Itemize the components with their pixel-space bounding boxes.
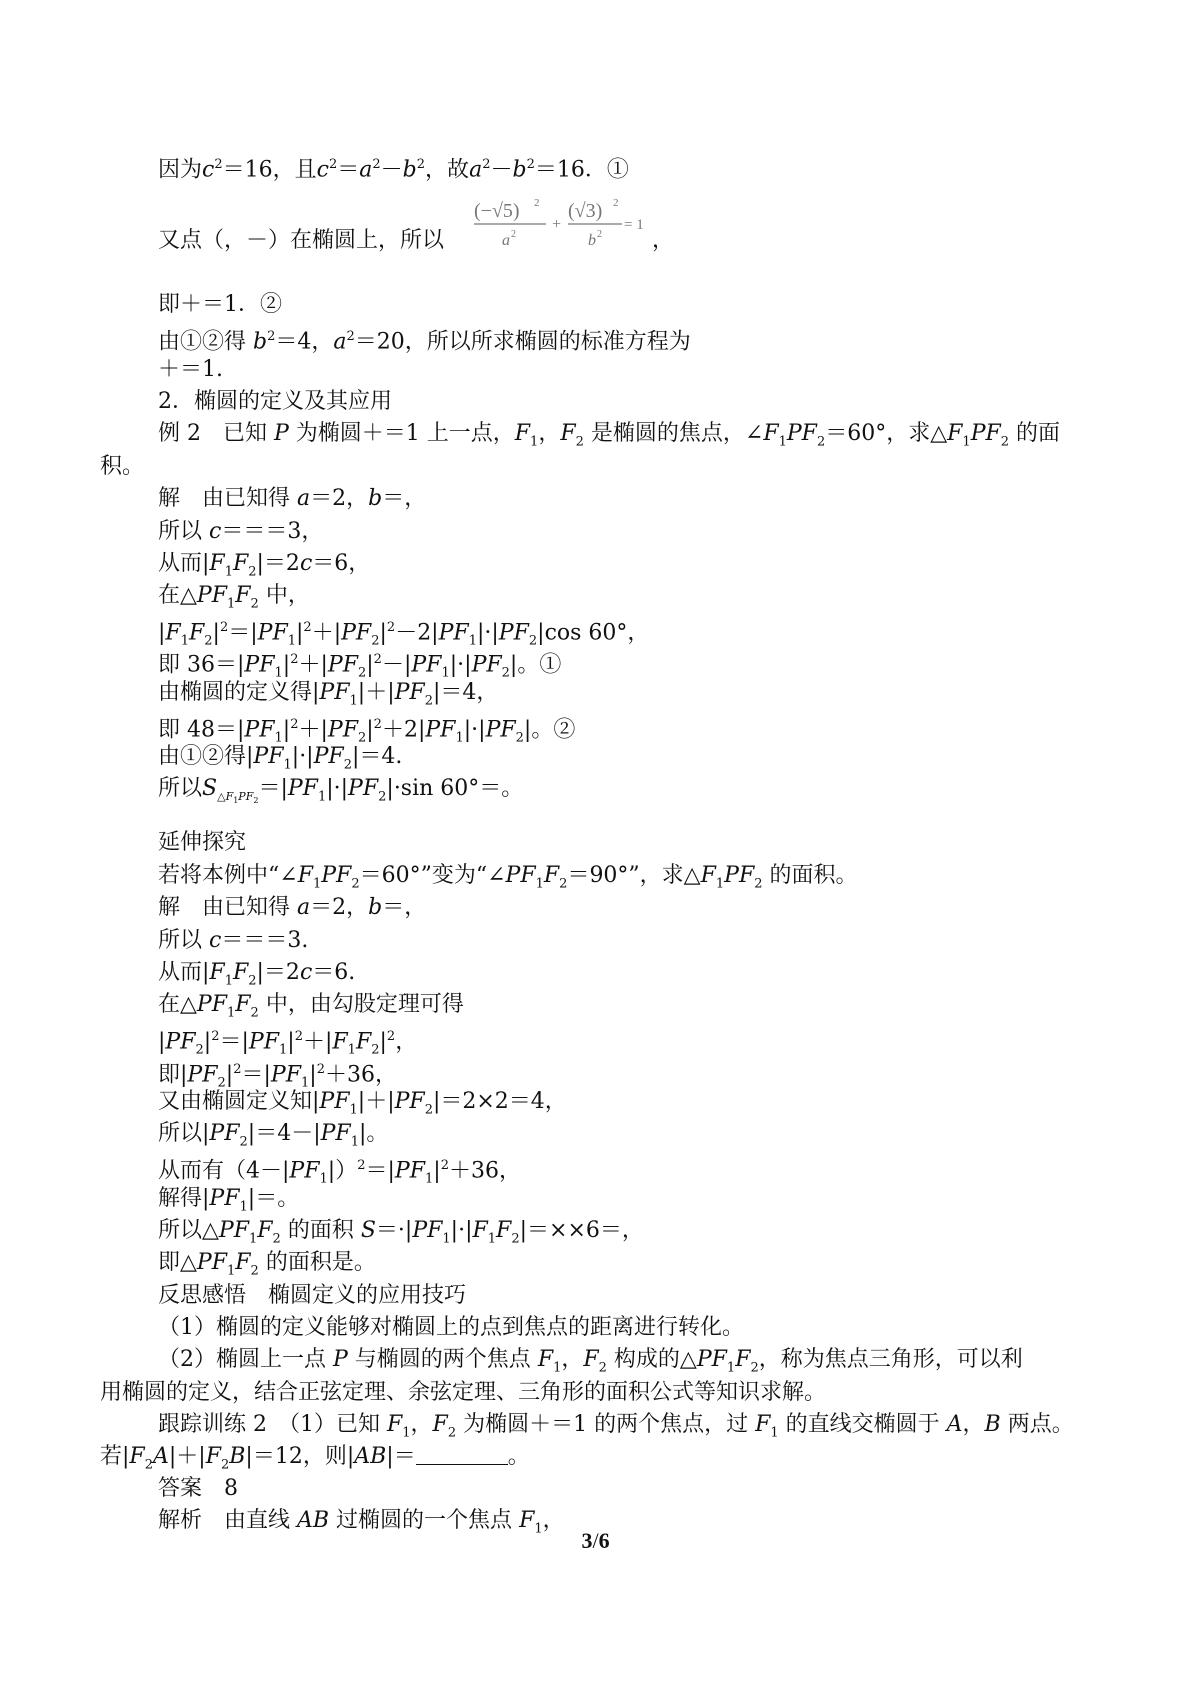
reflection-heading: 反思感悟 椭圆定义的应用技巧	[158, 1283, 467, 1308]
ext-solution-line-11: 所以$\triangle PF_1F_2$ 的面积 $S=\cdot|PF_1|\cdot|F_1F_2|=\times\times 6=$，	[158, 1218, 644, 1247]
ext-solution-line-10: 解得$|PF_1|=$。	[158, 1186, 300, 1215]
extension-heading: 延伸探究	[158, 830, 247, 855]
page-number-current: 3	[581, 1528, 593, 1553]
text-line-2-tail: ，	[652, 228, 675, 253]
answer-blank	[416, 1444, 508, 1465]
reflection-point-2-line-1: （2）椭圆上一点 P 与椭圆的两个焦点 $F_1$，$F_2$ 构成的$\triangle PF_1F_2$，称为焦点三角形，可以利	[158, 1347, 1023, 1376]
page-number	[0, 1528, 1191, 1554]
solution-line-1: 解 由已知得 a＝2，b＝，	[158, 486, 427, 511]
text-line-4: 由①②得 $b^2=4$，$a^2=20$，所以所求椭圆的标准方程为	[158, 329, 691, 355]
ext-solution-line-2: 所以 c＝＝＝3.	[158, 928, 309, 953]
ellipse-point-equation-image	[472, 193, 652, 253]
text-line-1: 因为$c^2=16$，且$c^2=a^2-b^2$，故$a^2-b^2=16$．①	[158, 157, 629, 183]
solution-line-8: 即 $48=|PF_1|^2+|PF_2|^2+2|PF_1|\cdot|PF_2|$。②	[158, 717, 576, 746]
text-line-5: ＋＝1.	[158, 357, 223, 382]
solution-line-9: 由①②得$|PF_1|\cdot|PF_2|=4$.	[158, 744, 403, 773]
reflection-point-1: （1）椭圆的定义能够对椭圆上的点到焦点的距离进行转化。	[158, 1315, 744, 1340]
text-line-2: 又点（，－）在椭圆上，所以	[158, 228, 445, 253]
exercise-2-line-2: 若$|F_2A|+|F_2B|=12$，则|AB|＝ 。	[100, 1444, 530, 1473]
reflection-point-2-line-2: 用椭圆的定义，结合正弦定理、余弦定理、三角形的面积公式等知识求解。	[100, 1380, 827, 1405]
svg-text:2: 2	[597, 229, 602, 240]
ext-solution-line-8: 所以$|PF_2|=4-|PF_1|$。	[158, 1121, 389, 1150]
svg-text:(√3): (√3)	[568, 200, 603, 222]
svg-text:2: 2	[534, 197, 540, 209]
solution-line-7: 由椭圆的定义得$|PF_1|+|PF_2|=4$，	[158, 680, 499, 709]
solution-line-6: 即 $36=|PF_1|^2+|PF_2|^2-|PF_1|\cdot|PF_2|$。①	[158, 652, 562, 681]
ext-solution-line-5: $|PF_2|^2=|PF_1|^2+|F_1F_2|^2$，	[158, 1029, 418, 1058]
ext-solution-line-4: 在$\triangle PF_1F_2$ 中，由勾股定理可得	[158, 992, 464, 1021]
svg-text:(−√5): (−√5)	[474, 200, 520, 222]
svg-text:b: b	[588, 232, 596, 249]
answer-line: 答案 8	[158, 1476, 238, 1501]
svg-text:2: 2	[613, 197, 619, 209]
svg-text:a: a	[502, 232, 510, 249]
example-2-line-1: 例 2 已知 P 为椭圆＋＝1 上一点，$F_1$，$F_2$ 是椭圆的焦点，$\angle F_1PF_2=60^\circ$，求$\triangle F_1PF_2$ 的面	[158, 421, 1061, 450]
ext-solution-line-12: 即$\triangle PF_1F_2$ 的面积是。	[158, 1250, 376, 1279]
svg-text:+: +	[552, 216, 562, 233]
section-heading-ellipse-definition: 2．椭圆的定义及其应用	[158, 389, 392, 414]
ext-solution-line-6: 即$|PF_2|^2=|PF_1|^2+36$，	[158, 1062, 397, 1091]
svg-text:= 1: = 1	[624, 217, 644, 233]
ext-solution-line-1: 解 由已知得 a＝2，b＝，	[158, 895, 427, 920]
solution-line-10: 所以$S_{\triangle F_1PF_2}=|PF_1|\cdot|PF_2|\cdot\sin$ 60°＝。	[158, 776, 524, 806]
solution-line-2: 所以 c＝＝＝3，	[158, 519, 324, 544]
page-number-total: 6	[598, 1528, 610, 1553]
ext-solution-line-7: 又由椭圆定义知$|PF_1|+|PF_2|=2\times 2=4$，	[158, 1089, 567, 1118]
page-number-separator: /	[592, 1528, 599, 1553]
solution-line-4: 在$\triangle PF_1F_2$ 中，	[158, 583, 310, 612]
exercise-2-line-1: 跟踪训练 2 （1）已知 $F_1$，$F_2$ 为椭圆＋＝1 的两个焦点，过 $F_1$ 的直线交椭圆于 A，B 两点。	[158, 1412, 1074, 1441]
extension-question: 若将本例中“$\angle F_1PF_2=60^\circ$”变为“$\angle PF_1F_2=90^\circ$”，求$\triangle F_1PF_2$ 的面积。	[158, 863, 858, 892]
ext-solution-line-3: 从而$|F_1F_2|=2c=6$.	[158, 960, 356, 989]
ext-solution-line-9: 从而有$(4-|PF_1|)^2=|PF_1|^2+36$，	[158, 1158, 521, 1187]
svg-text:2: 2	[511, 229, 516, 240]
analysis-line: 解析 由直线 AB 过椭圆的一个焦点 $F_1$，	[158, 1508, 565, 1537]
solution-line-3: 从而$|F_1F_2|=2c=6$，	[158, 551, 371, 580]
example-2-line-2: 积。	[100, 454, 145, 479]
text-line-3: 即＋＝1．②	[158, 292, 282, 317]
solution-line-5: $|F_1F_2|^2=|PF_1|^2+|PF_2|^2-2|PF_1|\cdot|PF_2|\cos$ 60°，	[158, 620, 650, 649]
